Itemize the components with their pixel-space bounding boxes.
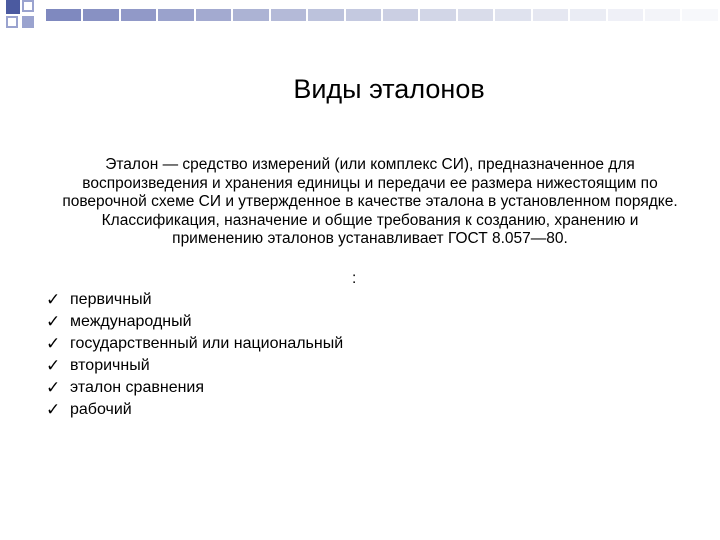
list-item-label: эталон сравнения [70,379,205,396]
definition-term: Эталон [105,156,159,173]
list-item-label: рабочий [70,401,132,418]
list-item [46,355,343,377]
colon-text: : [352,270,357,287]
decor-square [22,16,34,28]
types-list [46,289,343,421]
checkmark-icon: ✓ [46,400,61,420]
decorative-header [0,0,720,28]
list-item-label: международный [70,313,192,330]
decor-square [6,16,18,28]
list-item-label: вторичный [70,357,150,374]
checkmark-icon: ✓ [46,290,61,310]
decor-square [22,0,34,12]
list-item-label: государственный или национальный [70,335,344,352]
checkmark-icon: ✓ [46,356,61,376]
list-item [46,289,343,311]
definition-paragraph [60,156,680,249]
definition-text: — средство измерений (или комплекс СИ), предназначенное для воспроизведения и хранения единицы и передачи ее размера нижестоящим по поверочной схеме СИ и утвержденное в качестве эталона в установленном порядке. Классификация, назначение и общие требования к созданию, хранению и применению эталонов устанавливает ГОСТ 8.057—80. [62,156,678,247]
checkmark-icon: ✓ [46,378,61,398]
list-item-label: первичный [70,291,152,308]
slide-title [0,74,720,105]
list-item [46,399,343,421]
slide-title-text: Виды эталонов [293,74,485,104]
list-item [46,377,343,399]
decor-square [6,0,20,14]
checkmark-icon: ✓ [46,334,61,354]
list-item [46,333,343,355]
list-item [46,311,343,333]
checkmark-icon: ✓ [46,312,61,332]
decor-strip [46,9,720,21]
